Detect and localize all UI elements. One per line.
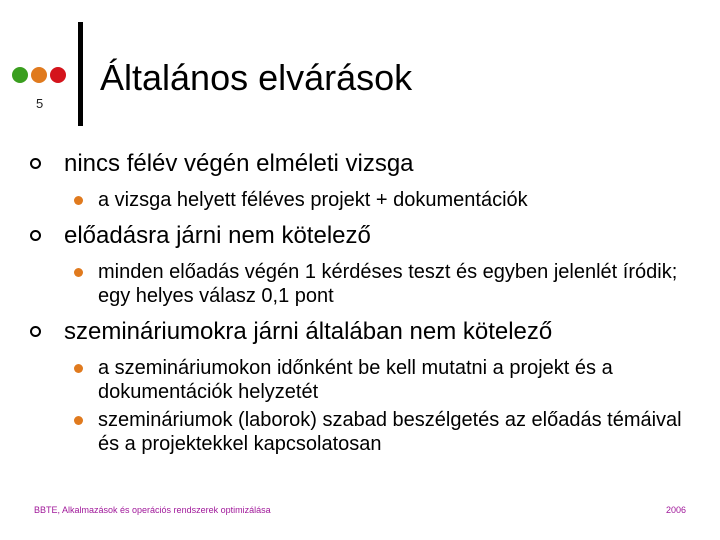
sub-bullet-text: minden előadás végén 1 kérdéses teszt és egyben jelenlét íródik; egy helyes válasz 0,1 pont [98,261,678,307]
sub-bullet-item [30,356,700,404]
slide-number: 5 [36,96,44,111]
sub-bullet-item [30,260,700,308]
circle-bullet-icon [30,230,41,241]
slide-title: Általános elvárások [100,57,413,98]
sub-bullet-text: a szemináriumokon időnként be kell mutatni a projekt és a dokumentációk helyzetét [98,357,613,403]
orange-dot-icon [31,67,47,83]
bullet-text: szemináriumokra járni általában nem kötelező [64,318,553,345]
dot-bullet-icon [74,268,83,277]
title-divider [78,22,83,126]
circle-bullet-icon [30,326,41,337]
sub-bullet-item [30,188,700,212]
footer-course-title: BBTE, Alkalmazások és operációs rendszerek optimizálása [34,505,271,515]
logo-dots [12,67,66,83]
bullet-item [30,318,700,346]
green-dot-icon [12,67,28,83]
footer-year: 2006 [665,505,686,515]
sub-bullet-text: szemináriumok (laborok) szabad beszélgetés az előadás témáival és a projektekkel kapcsolatosan [98,409,682,455]
bullet-text: nincs félév végén elméleti vizsga [64,150,414,177]
red-dot-icon [50,67,66,83]
bullet-item [30,222,700,250]
bullet-list [30,150,700,466]
dot-bullet-icon [74,416,83,425]
sub-bullet-item [30,408,700,456]
sub-bullet-text: a vizsga helyett féléves projekt + dokumentációk [98,189,528,211]
circle-bullet-icon [30,158,41,169]
dot-bullet-icon [74,196,83,205]
bullet-item [30,150,700,178]
bullet-text: előadásra járni nem kötelező [64,222,371,249]
dot-bullet-icon [74,364,83,373]
